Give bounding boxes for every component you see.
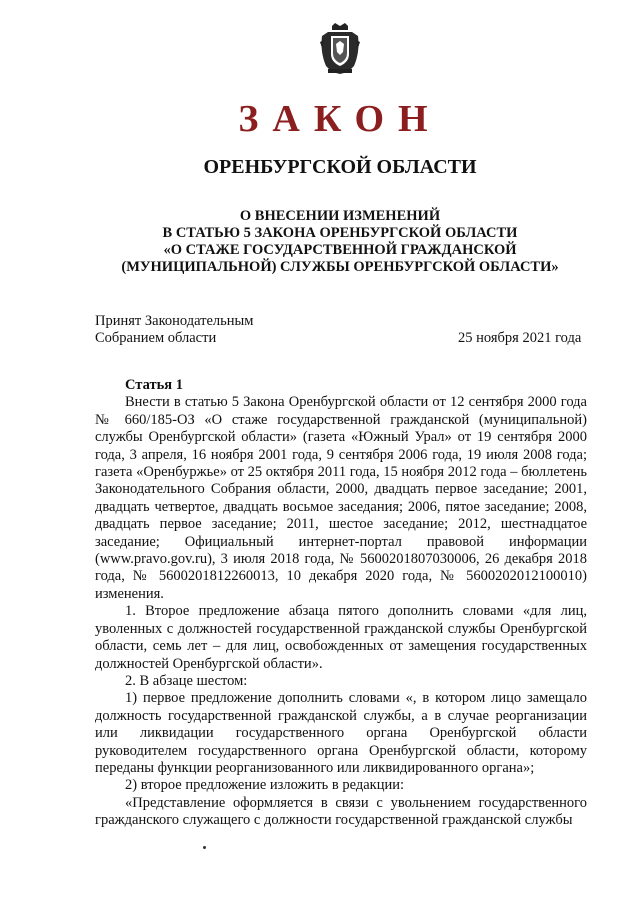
subject-line: «О СТАЖЕ ГОСУДАРСТВЕННОЙ ГРАЖДАНСКОЙ bbox=[163, 242, 517, 258]
law-title: ЗАКОН bbox=[238, 98, 442, 140]
adoption-date: 25 ноября 2021 года bbox=[458, 330, 582, 346]
subject-line: В СТАТЬЮ 5 ЗАКОНА ОРЕНБУРГСКОЙ ОБЛАСТИ bbox=[162, 225, 518, 241]
region-title: ОРЕНБУРГСКОЙ ОБЛАСТИ bbox=[203, 156, 477, 178]
adoption-line: Собранием области bbox=[95, 330, 217, 346]
subject-line: О ВНЕСЕНИИ ИЗМЕНЕНИЙ bbox=[239, 208, 441, 224]
article-paragraph: 2) второе предложение изложить в редакции: bbox=[125, 777, 405, 794]
law-subject bbox=[60, 208, 620, 276]
adoption-line: Принят Законодательным bbox=[95, 313, 254, 329]
subject-line: (МУНИЦИПАЛЬНОЙ) СЛУЖБЫ ОРЕНБУРГСКОЙ ОБЛАСТИ» bbox=[121, 259, 559, 275]
article-paragraph: 1) первое предложение дополнить словами «, в котором лицо замещало должность государственной гражданской службы, а в случае реорганизации или ликвидации государственного органа Оренбургской области руководителем государственного органа Оренбургской области, которому переданы функции реорганизованного или ликвидированного органа»; bbox=[95, 690, 587, 776]
article-paragraph: «Представление оформляется в связи с увольнением государственного гражданского служащего с должности государственной гражданской службы bbox=[95, 794, 587, 829]
adoption-body bbox=[95, 313, 253, 347]
article-paragraph: 1. Второе предложение абзаца пятого дополнить словами «для лиц, уволенных с должностей государственной гражданской службы Оренбургской области, семь лет – для лиц, освобожденных от замещения государственных должностей Оренбургской области». bbox=[95, 603, 587, 672]
article-body bbox=[95, 377, 587, 830]
article-paragraph: 2. В абзаце шестом: bbox=[125, 672, 248, 689]
article-heading: Статья 1 bbox=[125, 377, 183, 393]
page-mark-dot bbox=[203, 846, 206, 849]
coat-of-arms-icon bbox=[318, 22, 362, 76]
article-paragraph: Внести в статью 5 Закона Оренбургской области от 12 сентября 2000 года № 660/185-ОЗ «О стаже государственной гражданской (муниципальной) службы Оренбургской области» (газета «Южный Урал» от 19 сентября 2000 года, 3 апреля, 16 ноября 2001 года, 9 сентября 2006 года, 19 июля 2008 года; газета «Оренбуржье» от 25 октября 2011 года, 15 ноября 2012 года – бюллетень Законодательного Собрания области, 2000, двадцать первое заседание; 2001, двадцать четвертое, двадцать восьмое заседания; 2006, пятое заседание; 2008, двадцать первое заседание; 2011, шестое заседание; 2012, шестнадцатое заседание; Официальный интернет-портал правовой информации (www.pravo.gov.ru), 3 июля 2018 года, № 5600201807030006, 26 декабря 2018 года, № 5600201812260013, 10 декабря 2020 года, № 5600202012100010) изменения. bbox=[95, 394, 587, 602]
